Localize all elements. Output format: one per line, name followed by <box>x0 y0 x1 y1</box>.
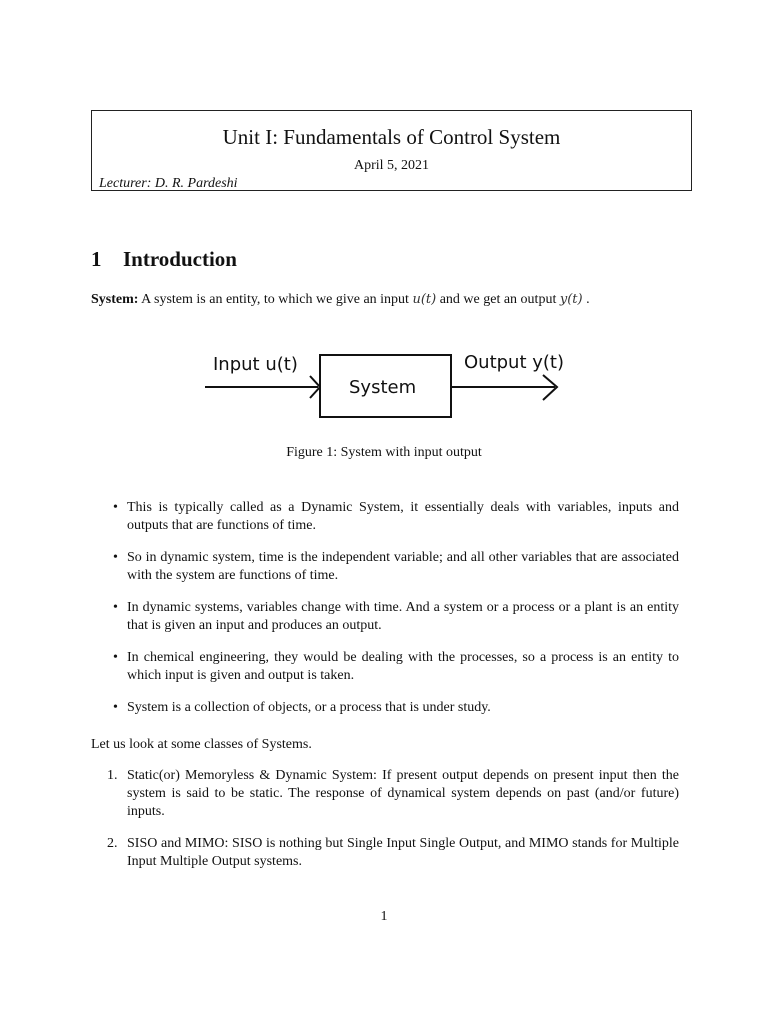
system-def-text-3: . <box>582 292 590 307</box>
classes-intro: Let us look at some classes of Systems. <box>91 737 312 752</box>
section-title: Introduction <box>123 247 237 271</box>
classes-list <box>91 767 679 885</box>
list-item-text: Static(or) Memoryless & Dynamic System: If present output depends on present input then the system is said to be static. The response of dynamical system depends on past (and/or future) inputs. <box>127 768 679 819</box>
document-date: April 5, 2021 <box>353 158 430 173</box>
system-block-diagram <box>200 340 580 425</box>
bullet-list <box>91 499 679 731</box>
list-item-text: SISO and MIMO: SISO is nothing but Single Input Single Output, and MIMO stands for Multiple Input Multiple Output systems. <box>127 836 679 869</box>
list-item: • This is typically called as a Dynamic System, it essentially deals with variables, inputs and outputs that are functions of time. <box>91 499 679 535</box>
document-title: Unit I: Fundamentals of Control System <box>222 125 561 149</box>
lecturer-name: Lecturer: D. R. Pardeshi <box>99 176 238 191</box>
system-definition <box>91 291 590 309</box>
figure-caption: Figure 1: System with input output <box>286 445 482 460</box>
input-math: u(t) <box>412 292 437 307</box>
output-math: y(t) <box>559 292 583 307</box>
list-item: • In dynamic systems, variables change with time. And a system or a process or a plant is an entity that is given an input and produces an output. <box>91 599 679 635</box>
list-index: 1. <box>107 768 118 783</box>
output-label: Output y(t) <box>464 352 565 373</box>
system-def-text-1: A system is an entity, to which we give an input <box>138 292 413 307</box>
list-item: • So in dynamic system, time is the independent variable; and all other variables that are associated with the system are functions of time. <box>91 549 679 585</box>
section-number: 1 <box>91 247 102 271</box>
title-box <box>91 110 692 191</box>
system-def-text-2: and we get an output <box>436 292 560 307</box>
system-block-label: System <box>349 377 417 398</box>
list-item <box>91 835 679 871</box>
list-index: 2. <box>107 836 118 851</box>
list-item <box>91 767 679 821</box>
page-number: 1 <box>380 909 388 924</box>
input-label: Input u(t) <box>213 354 298 375</box>
list-item: • In chemical engineering, they would be dealing with the processes, so a process is an entity to which input is given and output is taken. <box>91 649 679 685</box>
list-item: • System is a collection of objects, or a process that is under study. <box>91 699 679 717</box>
block-diagram-svg <box>200 340 580 425</box>
system-term: System: <box>91 292 139 307</box>
section-heading <box>91 247 237 272</box>
